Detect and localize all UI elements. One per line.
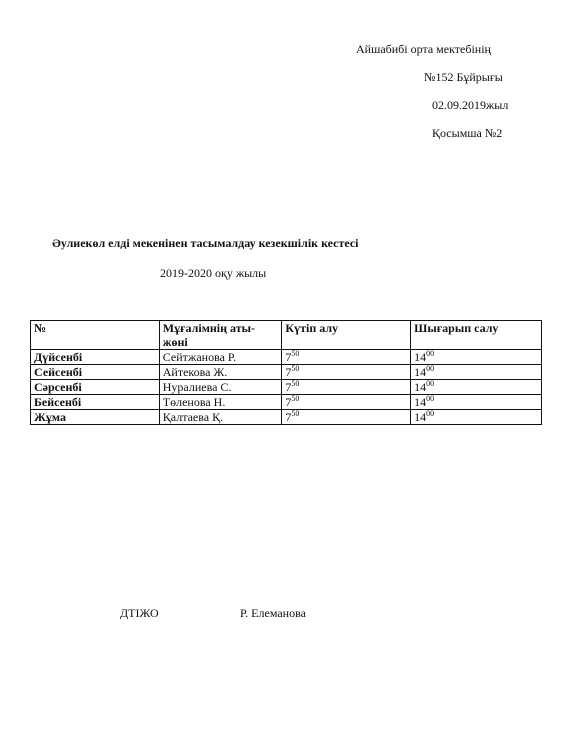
day-cell: Сәрсенбі <box>31 380 160 395</box>
day-cell: Жұма <box>31 410 160 425</box>
header-see-off: Шығарып салу <box>411 321 542 350</box>
meet-time-cell: $7^{50}$ <box>282 350 411 365</box>
order-date: 02.09.2019жыл <box>432 98 509 112</box>
meet-time-cell: $7^{50}$ <box>282 365 411 380</box>
academic-year: 2019-2020 оқу жылы <box>160 266 267 280</box>
teacher-cell: Сейтжанова Р. <box>159 350 282 365</box>
header-teacher: Мұғалімнің аты-жөні <box>159 321 282 350</box>
appendix-number: Қосымша №2 <box>432 126 503 140</box>
meet-time-cell: $7^{50}$ <box>282 380 411 395</box>
teacher-cell: Айтекова Ж. <box>159 365 282 380</box>
document-title: Әулиекөл елді мекенінен тасымалдау кезекшілік кестесі <box>52 236 359 250</box>
teacher-cell: Төленова Н. <box>159 395 282 410</box>
see-off-time-cell: $14^{00}$ <box>411 350 542 365</box>
header-meet: Күтіп алу <box>282 321 411 350</box>
see-off-time-cell: $14^{00}$ <box>411 380 542 395</box>
table-header-row <box>31 321 542 350</box>
table-row <box>31 410 542 425</box>
order-number: №152 Бұйрығы <box>424 70 503 84</box>
meet-time-cell: $7^{50}$ <box>282 395 411 410</box>
table-row <box>31 350 542 365</box>
meet-time-cell: $7^{50}$ <box>282 410 411 425</box>
teacher-cell: Қалтаева Қ. <box>159 410 282 425</box>
header-number: № <box>31 321 160 350</box>
signatory-name: Р. Елеманова <box>240 606 306 620</box>
school-name: Айшабибі орта мектебінің <box>356 42 491 56</box>
duty-schedule-table <box>30 320 542 425</box>
signatory-role: ДТІЖО <box>120 606 159 620</box>
teacher-cell: Нуралиева С. <box>159 380 282 395</box>
see-off-time-cell: $14^{00}$ <box>411 395 542 410</box>
see-off-time-cell: $14^{00}$ <box>411 410 542 425</box>
table-row <box>31 380 542 395</box>
day-cell: Бейсенбі <box>31 395 160 410</box>
see-off-time-cell: $14^{00}$ <box>411 365 542 380</box>
day-cell: Сейсенбі <box>31 365 160 380</box>
table-row <box>31 365 542 380</box>
day-cell: Дүйсенбі <box>31 350 160 365</box>
table-row <box>31 395 542 410</box>
